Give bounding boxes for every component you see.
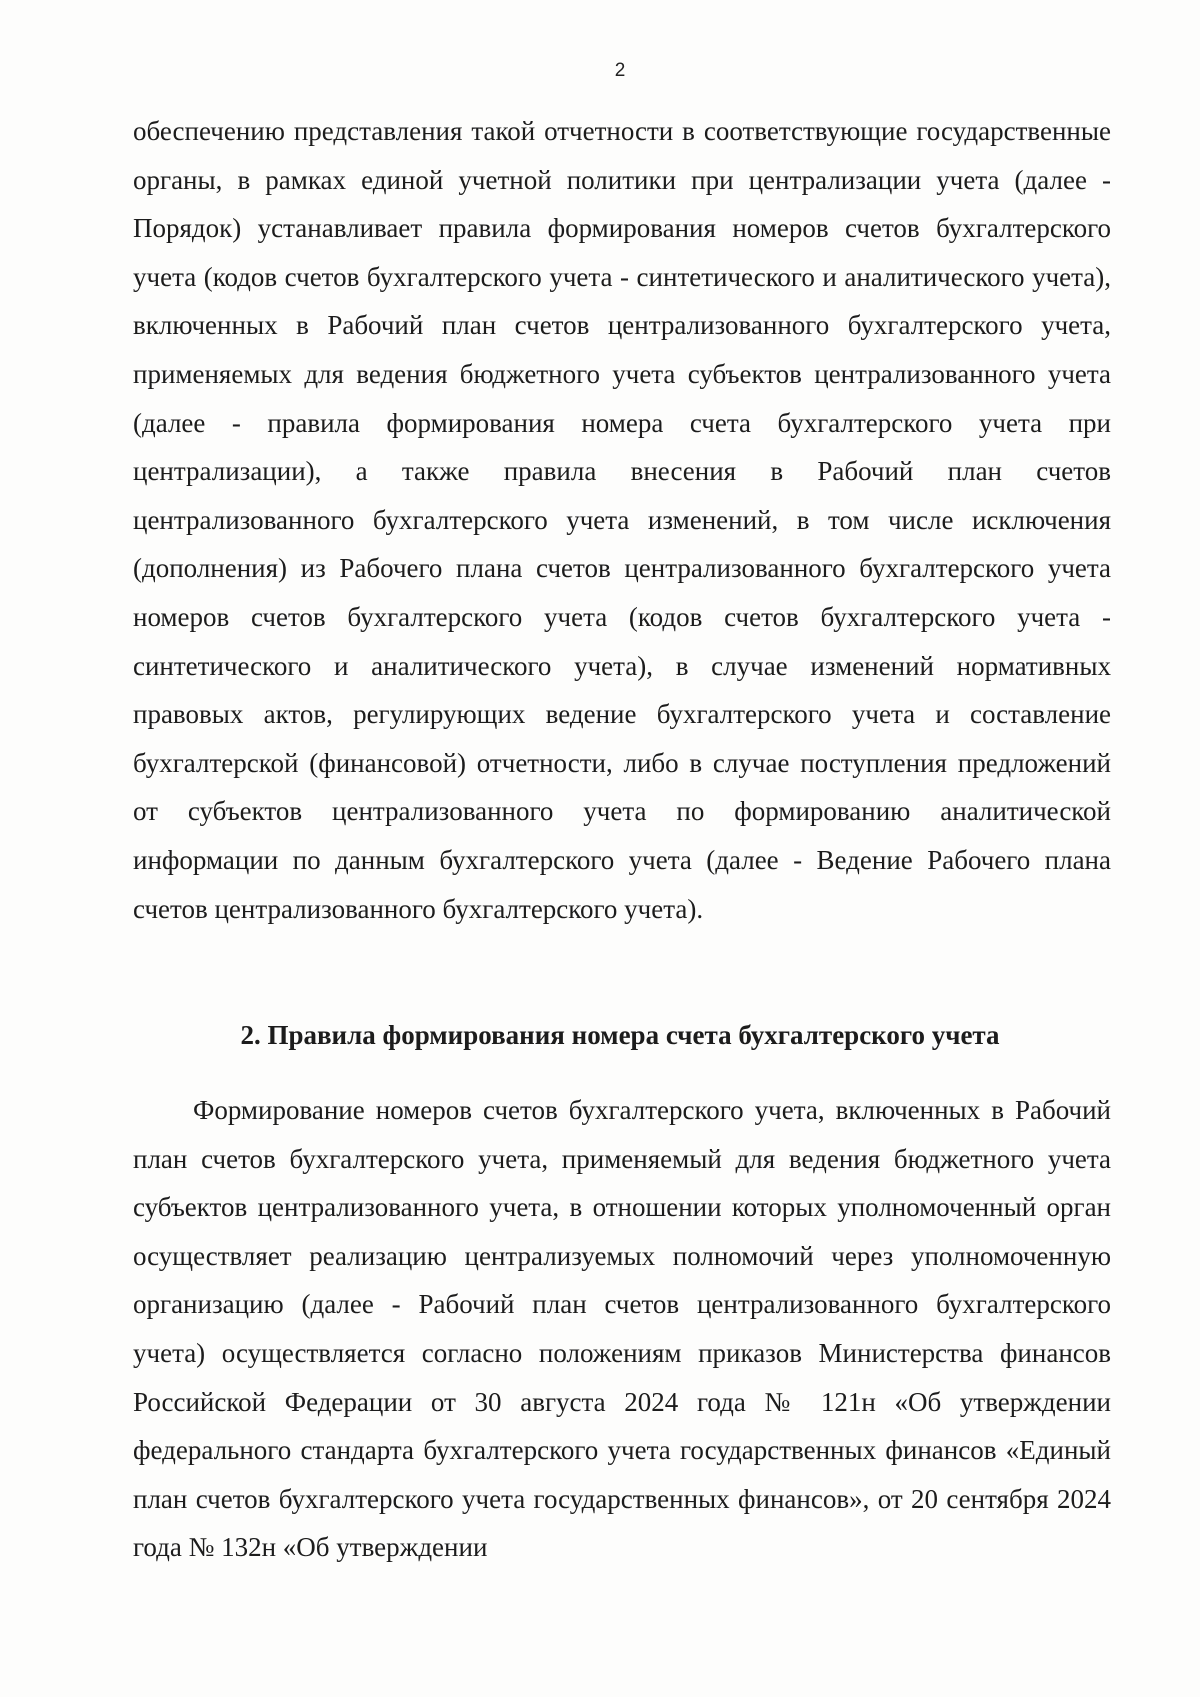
paragraph-account-numbering: Формирование номеров счетов бухгалтерского учета, включенных в Рабочий план счетов бухгалтерского учета, применяемый для ведения бюджетного учета субъектов централизованного учета, в отношении которых уполномоченный орган осуществляет реализацию централизуемых полномочий через уполномоченную организацию (далее - Рабочий план счетов централизованного бухгалтерского учета) осуществляется согласно положениям приказов Министерства финансов Российской Федерации от 30 августа 2024 года № 121н «Об утверждении федерального стандарта бухгалтерского учета государственных финансов «Единый план счетов бухгалтерского учета государственных финансов», от 20 сентября 2024 года № 132н «Об утверждении [133, 1095, 1111, 1563]
section-heading: 2. Правила формирования номера счета бухгалтерского учета [240, 1020, 1000, 1050]
paragraph-procedure-scope: обеспечению представления такой отчетности в соответствующие государственные органы, в рамках единой учетной политики при централизации учета (далее - Порядок) устанавливает правила формирования номеров счетов бухгалтерского учета (кодов счетов бухгалтерского учета - синтетического и аналитического учета), включенных в Рабочий план счетов централизованного бухгалтерского учета, применяемых для ведения бюджетного учета субъектов централизованного учета (далее - правила формирования номера счета бухгалтерского учета при централизации), а также правила внесения в Рабочий план счетов централизованного бухгалтерского учета изменений, в том числе исключения (дополнения) из Рабочего плана счетов централизованного бухгалтерского учета номеров счетов бухгалтерского учета (кодов счетов бухгалтерского учета - синтетического и аналитического учета), в случае изменений нормативных правовых актов, регулирующих ведение бухгалтерского учета и составление бухгалтерской (финансовой) отчетности, либо в случае поступления предложений от субъектов централизованного учета по формированию аналитической информации по данным бухгалтерского учета (далее - Ведение Рабочего плана счетов централизованного бухгалтерского учета). [133, 116, 1111, 924]
page-number: 2 [614, 60, 626, 81]
